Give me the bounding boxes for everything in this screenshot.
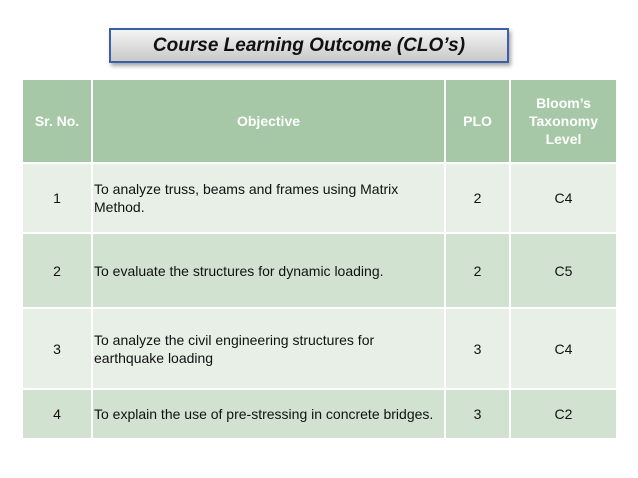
cell-objective: To evaluate the structures for dynamic loading. xyxy=(92,233,445,308)
cell-level: C4 xyxy=(510,163,617,233)
cell-plo: 3 xyxy=(445,308,510,389)
cell-objective: To explain the use of pre-stressing in concrete bridges. xyxy=(92,389,445,439)
table-row xyxy=(22,308,617,389)
slide-title: Course Learning Outcome (CLO’s) xyxy=(152,34,466,56)
cell-sr-no: 4 xyxy=(22,389,92,439)
cell-sr-no: 2 xyxy=(22,233,92,308)
cell-sr-no: 3 xyxy=(22,308,92,389)
slide-title-box xyxy=(109,28,509,63)
table-row xyxy=(22,233,617,308)
clo-table xyxy=(21,78,618,440)
cell-level: C5 xyxy=(510,233,617,308)
cell-plo: 3 xyxy=(445,389,510,439)
header-plo: PLO xyxy=(445,79,510,163)
cell-objective: To analyze the civil engineering structures for earthquake loading xyxy=(92,308,445,389)
cell-plo: 2 xyxy=(445,233,510,308)
cell-sr-no: 1 xyxy=(22,163,92,233)
header-sr-no: Sr. No. xyxy=(22,79,92,163)
table-row xyxy=(22,163,617,233)
header-objective: Objective xyxy=(92,79,445,163)
table-header-row xyxy=(22,79,617,163)
cell-objective: To analyze truss, beams and frames using Matrix Method. xyxy=(92,163,445,233)
table-row xyxy=(22,389,617,439)
header-blooms-level: Bloom’s Taxonomy Level xyxy=(510,79,617,163)
cell-plo: 2 xyxy=(445,163,510,233)
cell-level: C2 xyxy=(510,389,617,439)
cell-level: C4 xyxy=(510,308,617,389)
